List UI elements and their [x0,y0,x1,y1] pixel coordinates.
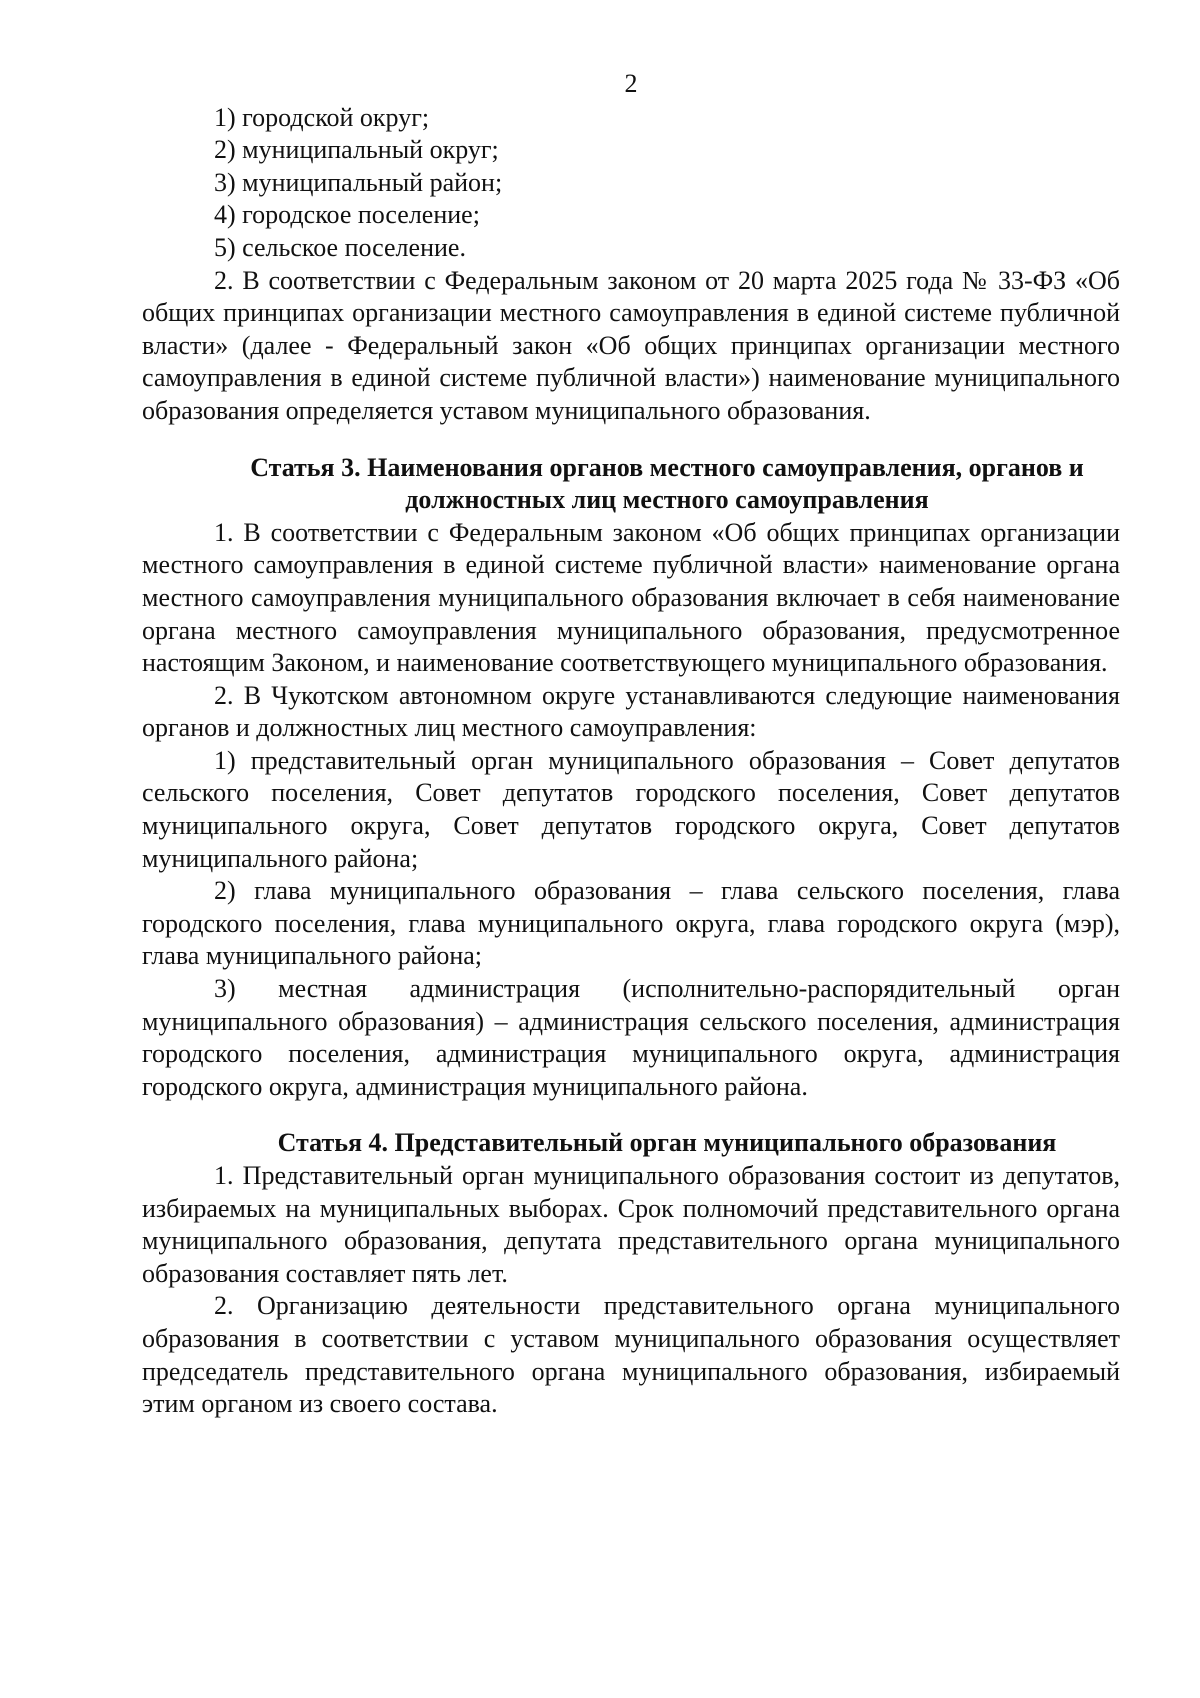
article-4-heading: Статья 4. Представительный орган муниципального образования [277,1128,1057,1158]
article-4 [142,1127,1120,1420]
article-3 [142,452,1120,1104]
document-page [142,68,1120,1421]
municipality-types-list [142,102,1120,265]
article-4-paragraph-1: 1. Представительный орган муниципального образования состоит из депутатов, избираемых на муниципальных выборах. Срок полномочий представительного органа муниципального образования, депутата представительного органа муниципального образования составляет пять лет. [142,1161,1120,1288]
article2-paragraph-2: 2. В соответствии с Федеральным законом от 20 марта 2025 года № 33-ФЗ «Об общих принципах организации местного самоуправления в единой системе публичной власти» (далее - Федеральный закон «Об общих принципах организации местного самоуправления в единой системе публичной власти») наименование муниципального образования определяется уставом муниципального образования. [142,265,1120,425]
article-3-subitem-3: 3) местная администрация (исполнительно-распорядительный орган муниципального образования) – администрация сельского поселения, администрация городского поселения, администрация муниципального округа, администрация городского округа, администрация муниципального района. [142,974,1120,1101]
list-item: 2) муниципальный округ; [214,135,499,165]
article-3-heading: Статья 3. Наименования органов местного самоуправления, органов и должностных лиц местного самоуправления [250,452,1084,515]
article-4-paragraph-2: 2. Организацию деятельности представительного органа муниципального образования в соответствии с уставом муниципального образования осуществляет председатель представительного органа муниципального образования, избираемый этим органом из своего состава. [142,1291,1120,1419]
page-number: 2 [624,69,638,98]
list-item: 5) сельское поселение. [214,232,466,262]
list-item: 3) муниципальный район; [214,167,503,197]
article-3-paragraph-1: 1. В соответствии с Федеральным законом «Об общих принципах организации местного самоуправления в единой системе публичной власти» наименование органа местного самоуправления муниципального образования включает в себя наименование органа местного самоуправления муниципального образования, предусмотренное настоящим Законом, и наименование соответствующего муниципального образования. [142,517,1120,678]
article-3-subitem-1: 1) представительный орган муниципального образования – Совет депутатов сельского поселения, Совет депутатов городского поселения, Совет депутатов муниципального округа, Совет депутатов городского округа, Совет депутатов муниципального района; [142,745,1120,873]
article-3-paragraph-2: 2. В Чукотском автономном округе устанавливаются следующие наименования органов и должностных лиц местного самоуправления: [142,680,1120,743]
list-item: 1) городской округ; [214,102,430,132]
list-item: 4) городское поселение; [214,200,480,230]
article-3-subitem-2: 2) глава муниципального образования – глава сельского поселения, глава городского поселения, глава муниципального округа, глава городского округа (мэр), глава муниципального района; [142,876,1120,971]
